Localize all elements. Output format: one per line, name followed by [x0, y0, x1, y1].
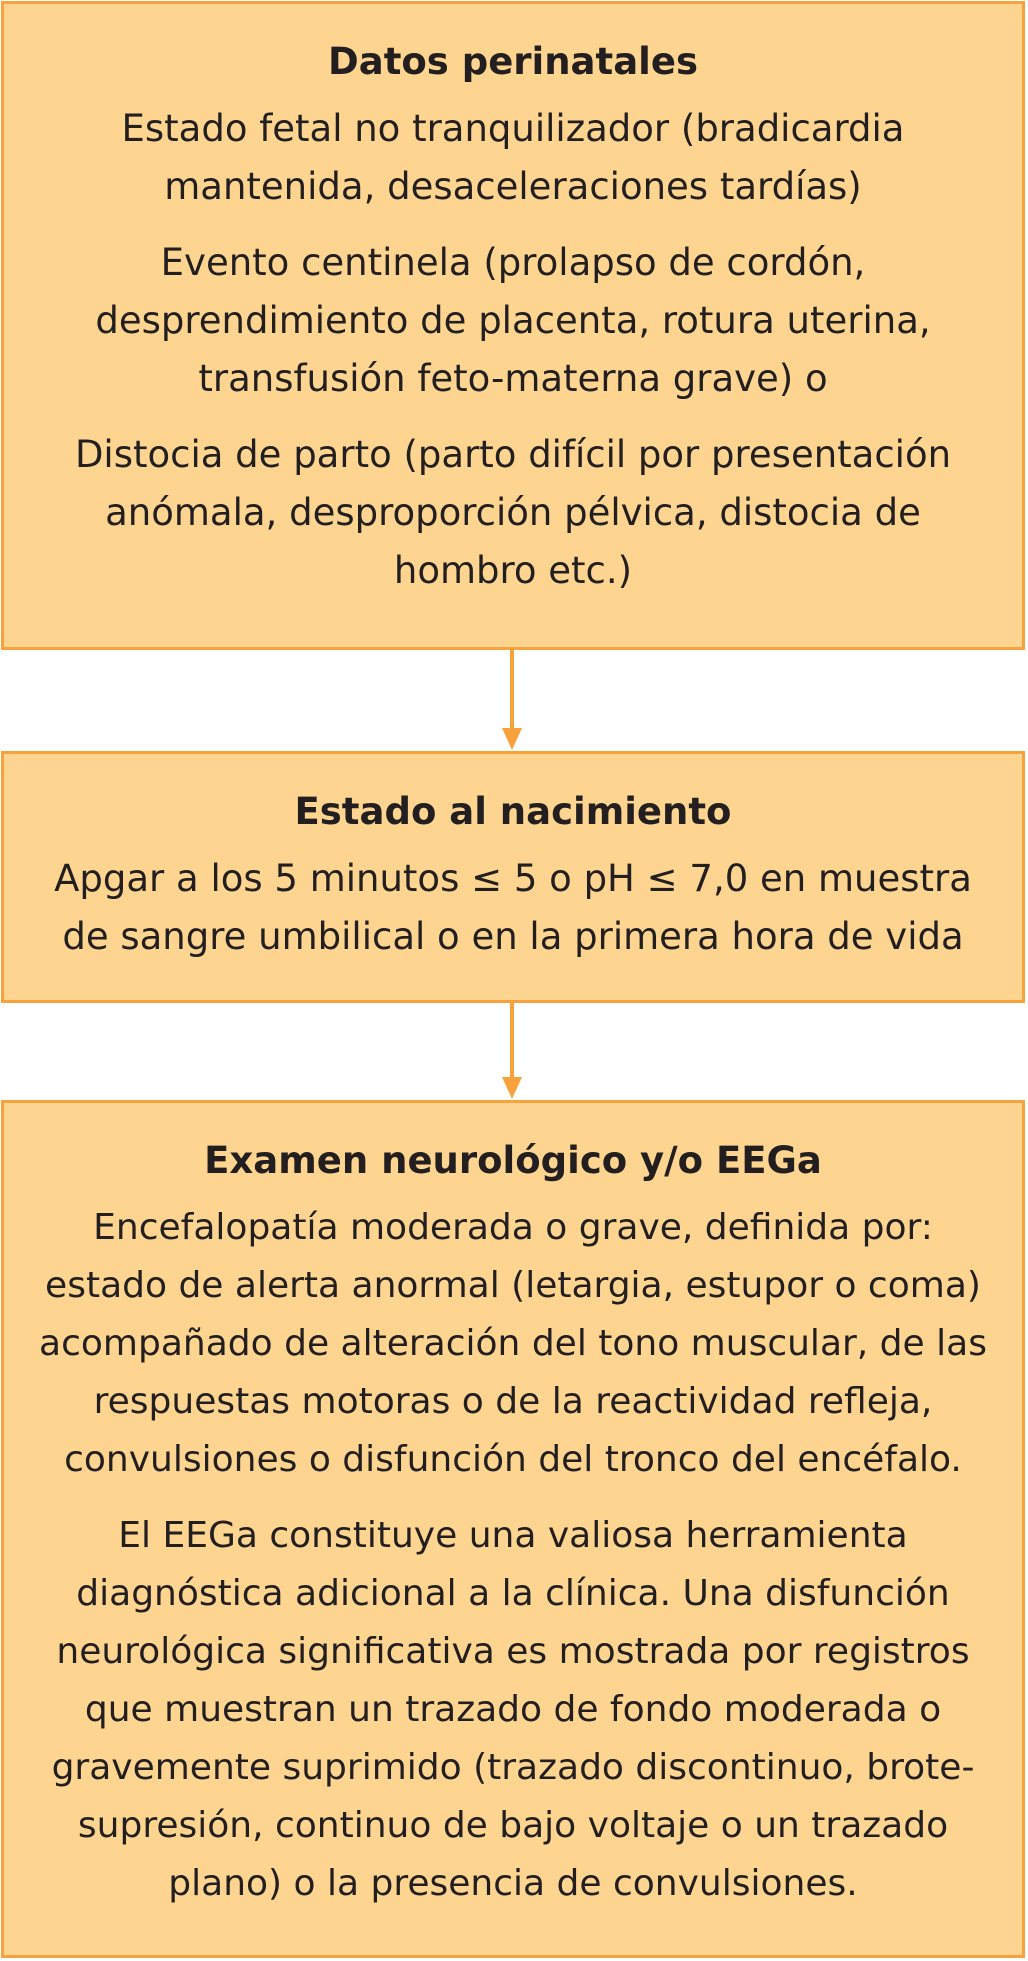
box-neurological-exam — [1, 1100, 1025, 1958]
arrow-connector — [510, 1003, 514, 1079]
box-birth-status — [1, 751, 1025, 1003]
box-paragraph: Evento centinela (prolapso de cordón, desprendimiento de placenta, rotura uterina, transfusión feto-materna grave) o — [95, 241, 931, 400]
box-paragraph: El EEGa constituye una valiosa herramienta diagnóstica adicional a la clínica. Una disfunción neurológica significativa es mostrada por registros que muestran un trazado de fondo moderada o gravemente suprimido (trazado discontinuo, brote-supresión, continuo de bajo voltaje o un trazado plano) o la presencia de convulsiones. — [51, 1515, 975, 1904]
box-title: Examen neurológico y/o EEGa — [204, 1139, 822, 1182]
box-title: Datos perinatales — [328, 40, 698, 83]
box-paragraph: Apgar a los 5 minutos ≤ 5 o pH ≤ 7,0 en muestra de sangre umbilical o en la primera hora de vida — [54, 857, 972, 958]
box-title: Estado al nacimiento — [294, 790, 732, 833]
box-perinatal-data — [1, 1, 1025, 650]
box-paragraph: Encefalopatía moderada o grave, definida por: estado de alerta anormal (letargia, estupor o coma) acompañado de alteración del tono muscular, de las respuestas motoras o de la reactividad refleja, convulsiones o disfunción del tronco del encéfalo. — [39, 1207, 987, 1480]
arrow-connector — [510, 650, 514, 730]
box-paragraph: Distocia de parto (parto difícil por presentación anómala, desproporción pélvica, distocia de hombro etc.) — [74, 433, 952, 592]
arrow-down-icon — [502, 1077, 522, 1099]
arrow-down-icon — [502, 728, 522, 750]
box-paragraph: Estado fetal no tranquilizador (bradicardia mantenida, desaceleraciones tardías) — [121, 107, 905, 208]
